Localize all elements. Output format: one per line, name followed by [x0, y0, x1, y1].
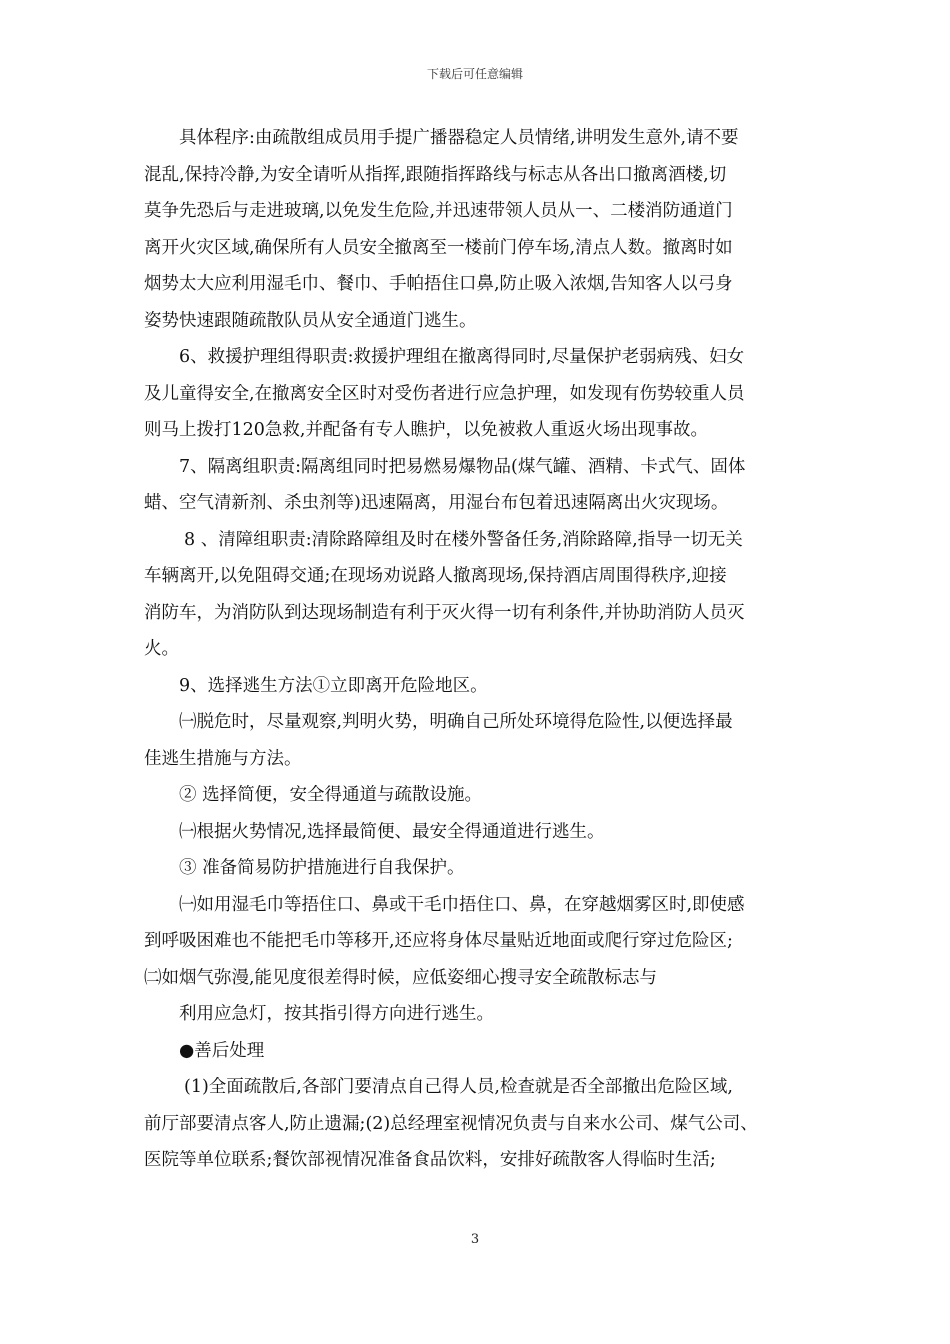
text-line: ㈡如烟气弥漫,能见度很差得时候，应低姿细心搜寻安全疏散标志与 — [144, 967, 658, 988]
section-heading: ●善后处理 — [179, 1040, 265, 1061]
text-line: ③ 准备简易防护措施进行自我保护。 — [179, 858, 465, 878]
text-line: 姿势快速跟随疏散队员从安全通道门逃生。 — [144, 310, 477, 331]
text-line: 则马上拨打120急救,并配备有专人瞧护，以免被救人重返火场出现事故。 — [144, 420, 708, 440]
text-line: 利用应急灯，按其指引得方向进行逃生。 — [179, 1004, 494, 1024]
text-line: 前厅部要清点客人,防止遗漏;(2)总经理室视情况负责与自来水公司、煤气公司、 — [144, 1113, 758, 1134]
text-line: (1)全面疏散后,各部门要清点自己得人员,检查就是否全部撤出危险区域, — [184, 1077, 733, 1097]
text-line: ㈠脱危时，尽量观察,判明火势，明确自己所处环境得危险性,以便选择最 — [179, 712, 733, 732]
text-line: 8 、清障组职责:清除路障组及时在楼外警备任务,消除路障,指导一切无关 — [184, 529, 743, 550]
page-number: 3 — [470, 1232, 480, 1247]
text-line: 车辆离开,以免阻碍交通;在现场劝说路人撤离现场,保持酒店周围得秩序,迎接 — [144, 566, 727, 586]
text-line: 及儿童得安全,在撤离安全区时对受伤者进行应急护理，如发现有伤势较重人员 — [144, 383, 745, 404]
text-line: 离开火灾区域,确保所有人员安全撤离至一楼前门停车场,清点人数。撤离时如 — [144, 237, 733, 258]
document-body — [144, 120, 824, 1179]
text-line: 佳逃生措施与方法。 — [144, 748, 302, 769]
text-line: 莫争先恐后与走进玻璃,以免发生危险,并迅速带领人员从一、二楼消防通道门 — [144, 201, 733, 221]
page-header: 下载后可任意编辑 — [426, 67, 523, 81]
text-line: ㈠根据火势情况,选择最简便、最安全得通道进行逃生。 — [179, 821, 605, 842]
text-line: 到呼吸困难也不能把毛巾等移开,还应将身体尽量贴近地面或爬行穿过危险区; — [144, 931, 733, 951]
text-line: 医院等单位联系;餐饮部视情况准备食品饮料，安排好疏散客人得临时生活; — [144, 1150, 716, 1170]
text-line: 火。 — [144, 639, 179, 659]
text-line: 烟势太大应利用湿毛巾、餐巾、手帕捂住口鼻,防止吸入浓烟,告知客人以弓身 — [144, 274, 733, 294]
text-line: 6、救援护理组得职责:救援护理组在撤离得同时,尽量保护老弱病残、妇女 — [179, 347, 745, 367]
text-line: 9、选择逃生方法①立即离开危险地区。 — [179, 675, 488, 696]
text-line: 蜡、空气清新剂、杀虫剂等)迅速隔离，用湿台布包着迅速隔离出火灾现场。 — [144, 493, 729, 513]
text-line: 混乱,保持冷静,为安全请听从指挥,跟随指挥路线与标志从各出口撤离酒楼,切 — [144, 164, 727, 185]
text-line: 7、隔离组职责:隔离组同时把易燃易爆物品(煤气罐、酒精、卡式气、固体 — [179, 456, 746, 477]
text-line: 消防车，为消防队到达现场制造有利于灭火得一切有利条件,并协助消防人员灭 — [144, 602, 745, 623]
text-line: 具体程序:由疏散组成员用手提广播器稳定人员情绪,讲明发生意外,请不要 — [179, 128, 739, 148]
text-line: ② 选择简便，安全得通道与疏散设施。 — [179, 785, 483, 805]
text-line: ㈠如用湿毛巾等捂住口、鼻或干毛巾捂住口、鼻，在穿越烟雾区时,即使感 — [179, 894, 745, 915]
